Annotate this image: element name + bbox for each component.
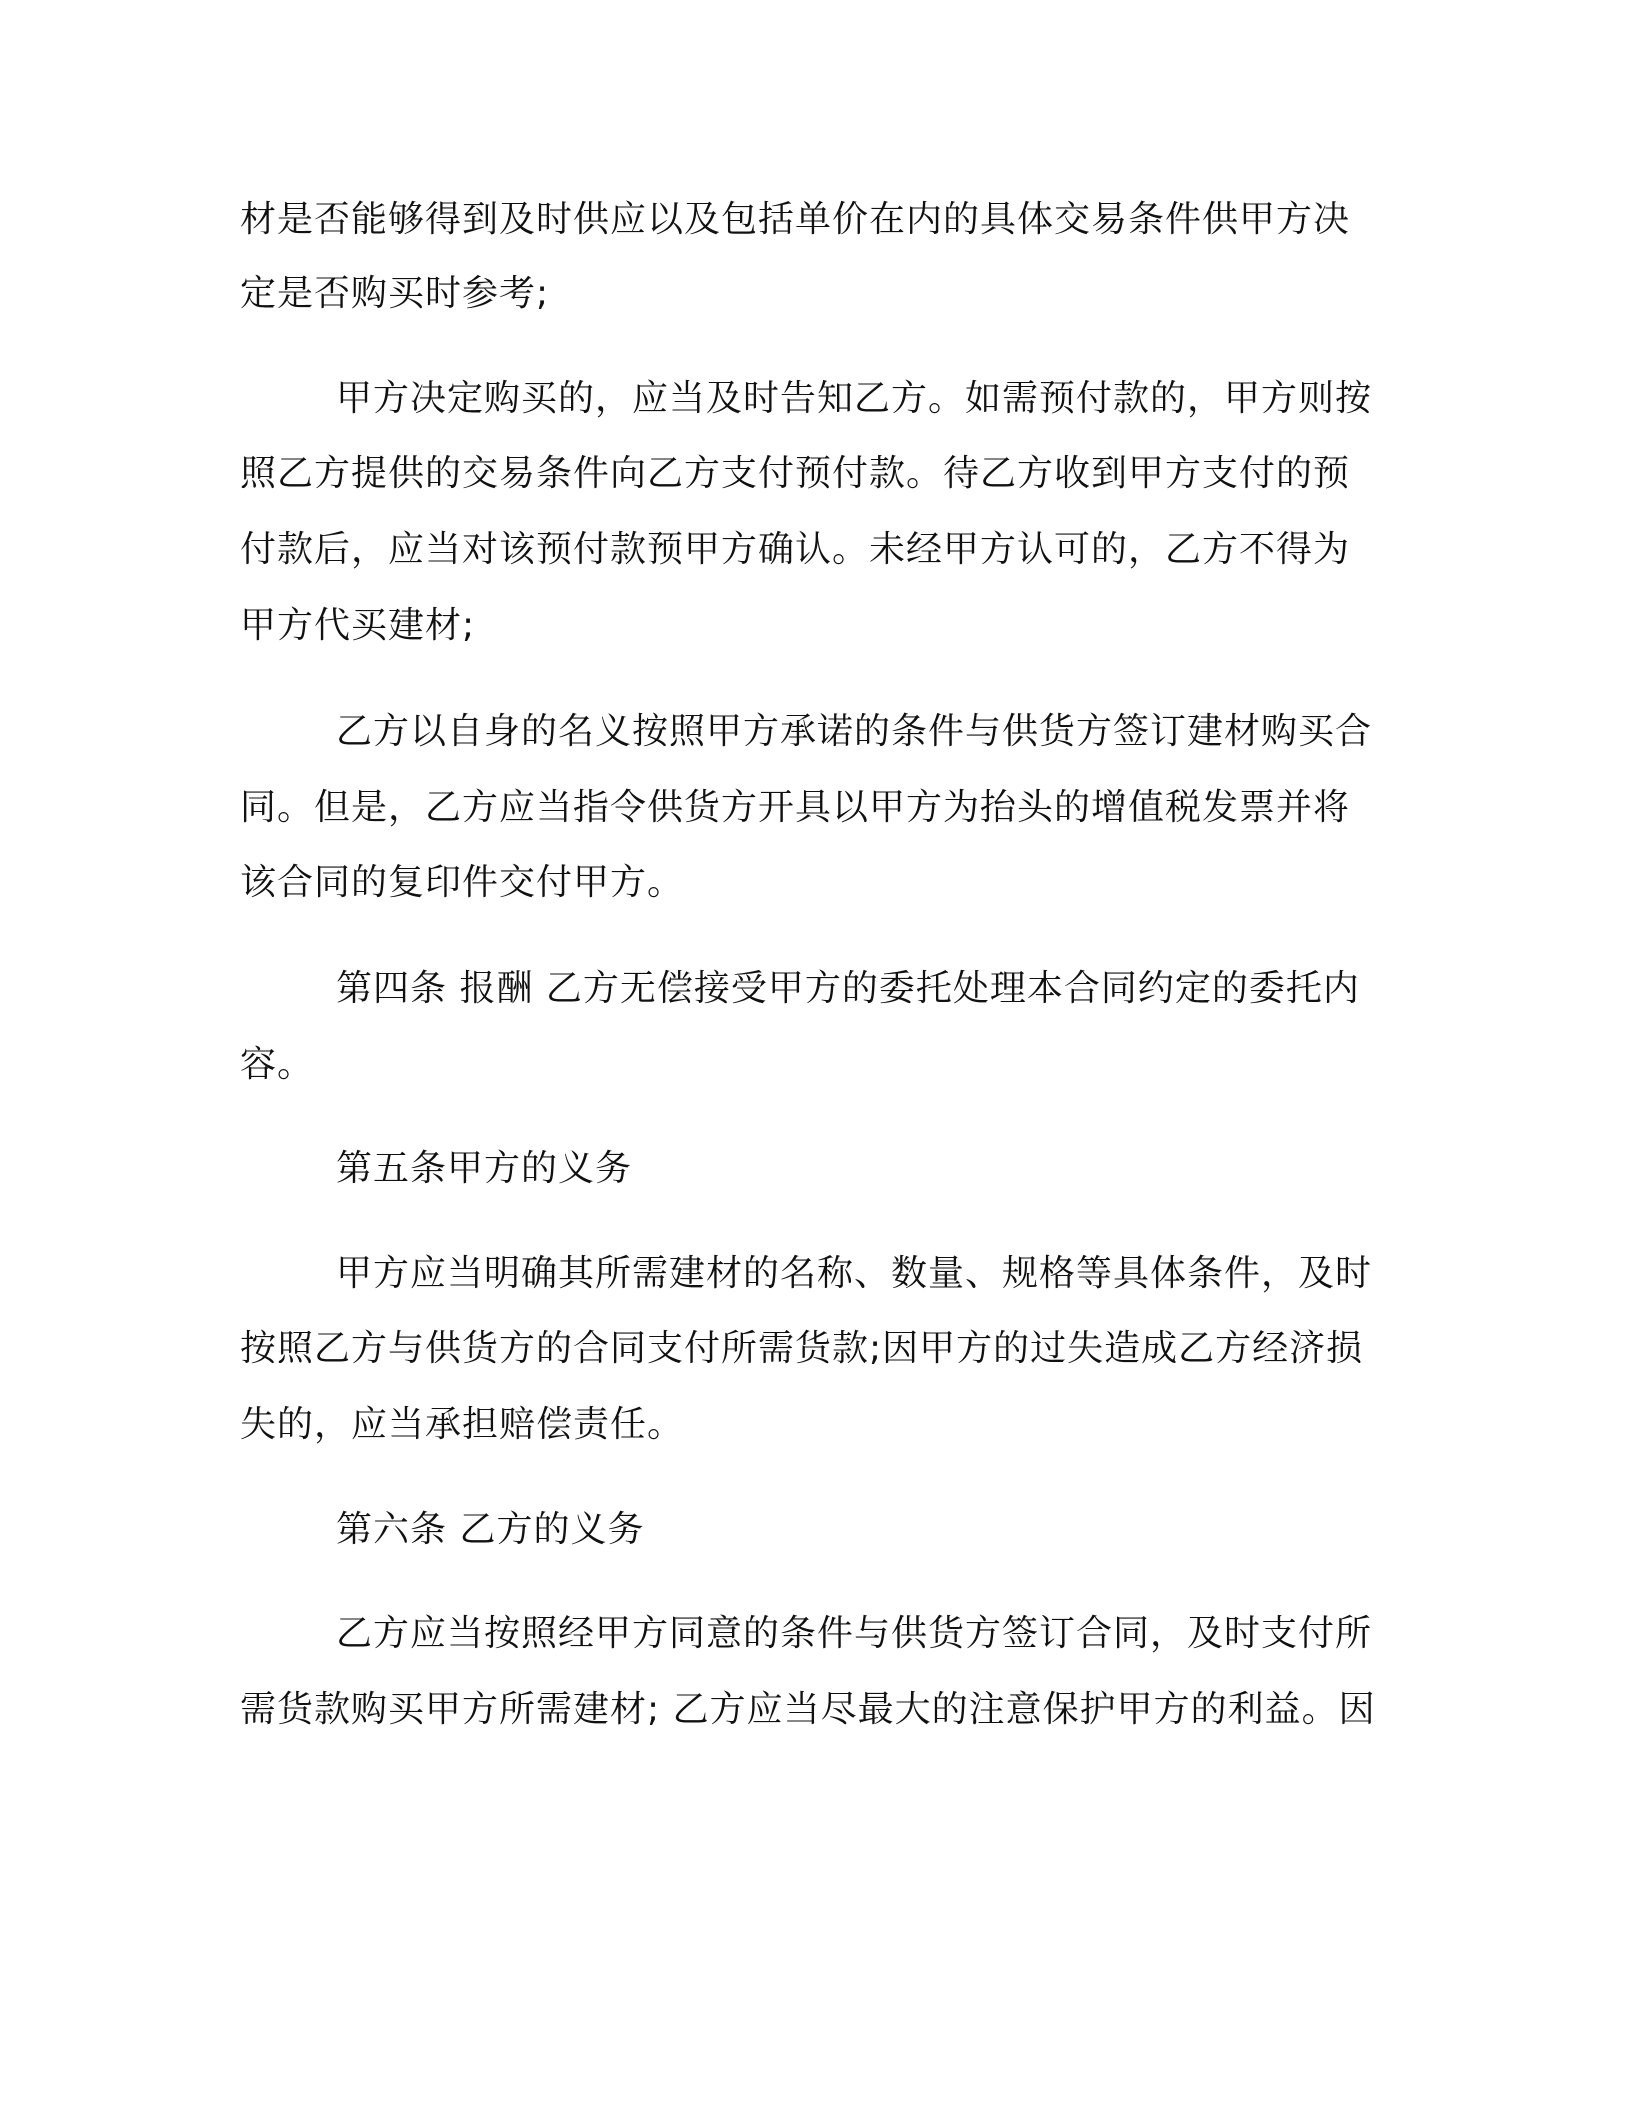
paragraph-2-line-1: 甲方决定购买的，应当及时告知乙方。如需预付款的，甲方则按 [336, 378, 1373, 419]
paragraph-8-line-2: 需货款购买甲方所需建材; 乙方应当尽最大的注意保护甲方的利益。因 [240, 1689, 1376, 1730]
paragraph-3-line-2: 同。但是，乙方应当指令供货方开具以甲方为抬头的增值税发票并将 [240, 787, 1351, 828]
paragraph-2-line-2: 照乙方提供的交易条件向乙方支付预付款。待乙方收到甲方支付的预 [240, 453, 1351, 494]
paragraph-1-line-2: 定是否购买时参考; [240, 273, 550, 314]
article-4-line-2: 容。 [240, 1044, 315, 1085]
paragraph-8-line-1: 乙方应当按照经甲方同意的条件与供货方签订合同，及时支付所 [336, 1613, 1373, 1654]
paragraph-2-line-4: 甲方代买建材; [240, 605, 476, 646]
article-4-line-1: 第四条 报酬 乙方无偿接受甲方的委托处理本合同约定的委托内 [336, 968, 1360, 1009]
paragraph-6-line-1: 甲方应当明确其所需建材的名称、数量、规格等具体条件，及时 [336, 1253, 1373, 1294]
paragraph-3-line-1: 乙方以自身的名义按照甲方承诺的条件与供货方签订建材购买合 [336, 711, 1373, 752]
paragraph-6-line-3: 失的，应当承担赔偿责任。 [240, 1404, 685, 1445]
paragraph-1-line-1: 材是否能够得到及时供应以及包括单价在内的具体交易条件供甲方决 [240, 199, 1351, 240]
article-5-heading: 第五条甲方的义务 [336, 1148, 633, 1189]
paragraph-2-line-3: 付款后，应当对该预付款预甲方确认。未经甲方认可的，乙方不得为 [240, 529, 1351, 570]
paragraph-3-line-3: 该合同的复印件交付甲方。 [240, 862, 685, 903]
article-6-heading: 第六条 乙方的义务 [336, 1509, 645, 1550]
paragraph-6-line-2: 按照乙方与供货方的合同支付所需货款;因甲方的过失造成乙方经济损 [240, 1328, 1364, 1369]
